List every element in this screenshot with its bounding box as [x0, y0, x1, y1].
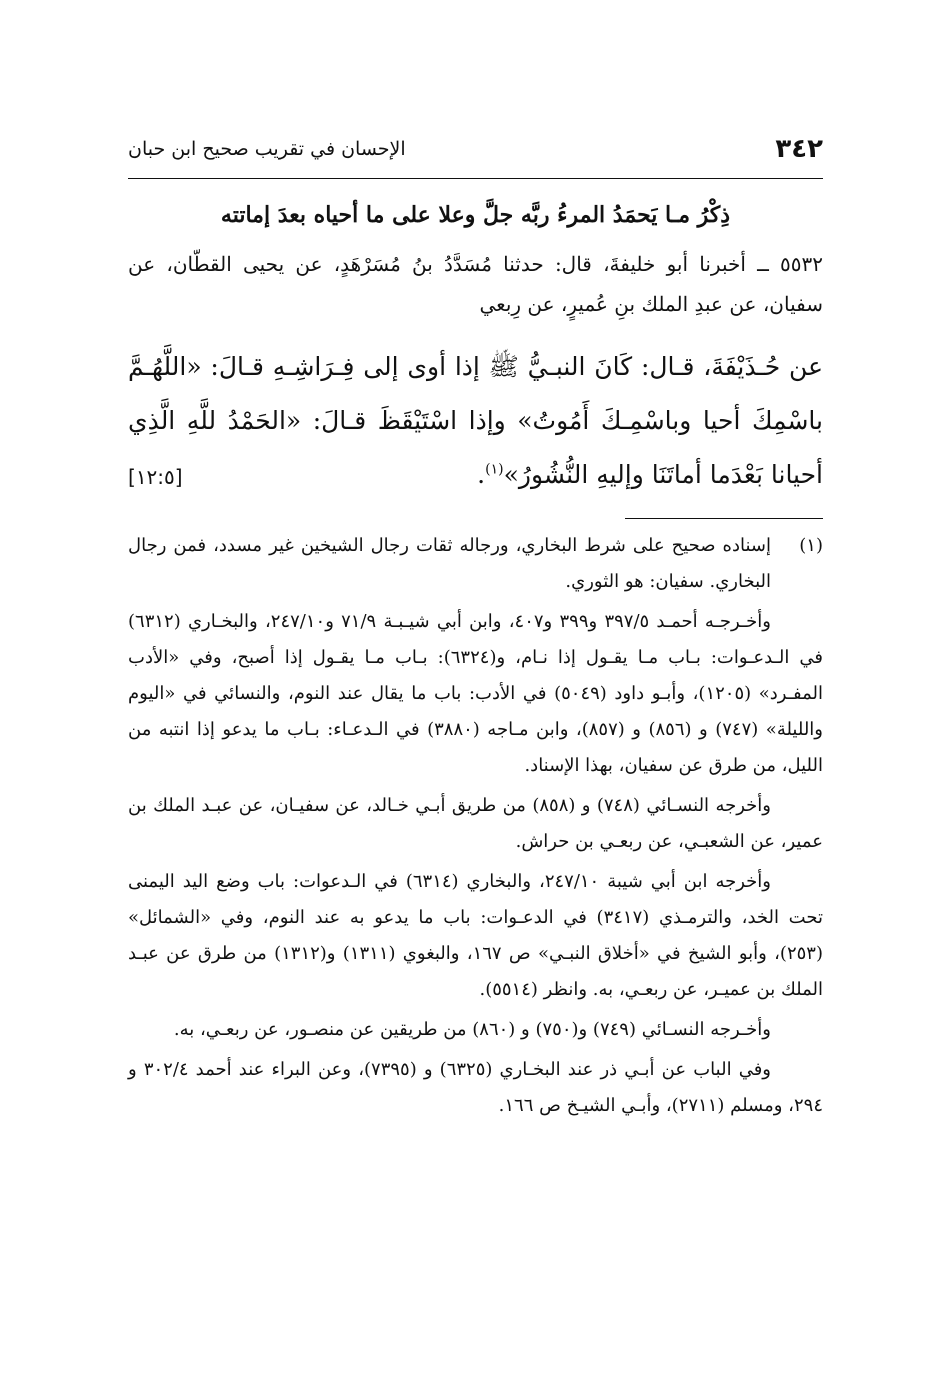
hadith-reference: [١٢:٥]	[128, 465, 183, 489]
footnote-paragraph: وأخرجه النسـائي (٧٤٨) و (٨٥٨) من طريق أبـي خـالد، عن سفيـان، عن عبـد الملك بن عمير، عن الشعبـي، عن ربعـي بن حراش.	[128, 795, 823, 852]
hadith-matn: عن حُـذَيْفَةَ، قـال: كَانَ النبـيُّ ﷺ إذا أوى إلى فِـرَاشِـهِ قـالَ: «اللَّهُـمَّ باسْمِكَ أحيا وباسْمِـكَ أَمُوتُ» وإذا اسْتَيْقَظَ قـالَ: «الحَمْدُ للَّهِ الَّذِي أحيانا بَعْدَما أماتَنَا وإليهِ النُّشُورُ»	[128, 352, 823, 489]
header-divider	[128, 178, 823, 179]
page-header	[128, 130, 823, 174]
footnote-paragraph	[128, 528, 823, 600]
hadith-end: .	[477, 460, 486, 489]
footnote-text: إسناده صحيح على شرط البخاري، ورجاله ثقات رجال الشيخين غير مسدد، فمن رجال البخاري. سفيان: هو الثوري.	[128, 535, 771, 592]
footnotes	[128, 528, 823, 1128]
footnote-divider	[625, 518, 823, 519]
footnote-paragraph: وأخـرجـه أحمـد ٣٩٧/٥ و٣٩٩ و٤٠٧، وابن أبي شيـبـة ٧١/٩ و٢٤٧/١٠، والبخـاري (٦٣١٢) في الـدعـوات: بـاب مـا يقـول إذا نـام، و(٦٣٢٤): بـاب مـا يقـول إذا أصبح، وفي «الأدب المفـرد» (١٢٠٥)، وأبـو داود (٥٠٤٩) في الأدب: باب ما يقال عند النوم، والنسائي في «اليوم والليلة» (٧٤٧) و (٨٥٦) و (٨٥٧)، وابن مـاجه (٣٨٨٠) في الـدعـاء: بـاب ما يدعو إذا انتبه من الليل، من طرق عن سفيان، بهذا الإسناد.	[128, 611, 823, 776]
footnote-number: (١)	[799, 535, 823, 556]
footnote-marker: (١)	[485, 461, 504, 478]
page-number: ٣٤٢	[775, 134, 823, 164]
footnote-paragraph: وأخرجه ابن أبي شيبة ٢٤٧/١٠، والبخاري (٦٣١٤) في الـدعوات: باب وضع اليد اليمنى تحت الخد، والترمـذي (٣٤١٧) في الدعـوات: باب ما يدعو به عند النوم، وفي «الشمائل» (٢٥٣)، وأبو الشيخ في «أخلاق النبـي» ص ١٦٧، والبغوي (١٣١١) و(١٣١٢) من طرق عن عبـد الملك بن عميـر، عن ربعـي، به. وانظر (٥٥١٤).	[128, 871, 823, 1000]
hadith-isnad: ٥٥٣٢ ــ أخبرنا أبو خليفةَ، قال: حدثنا مُسَدَّدُ بنُ مُسَرْهَدٍ، عن يحيى القطّان، عن سفيان، عن عبدِ الملك بنِ عُميرٍ، عن رِبعي	[128, 252, 823, 316]
footnote-paragraph: وفي الباب عن أبـي ذر عند البخـاري (٦٣٢٥) و (٧٣٩٥)، وعن البراء عند أحمد ٣٠٢/٤ و ٢٩٤، ومسلم (٢٧١١)، وأبـي الشيـخ ص ١٦٦.	[128, 1059, 823, 1116]
running-title: الإحسان في تقريب صحيح ابن حبان	[128, 138, 406, 160]
footnote-paragraph: وأخـرجه النسـائي (٧٤٩) و(٧٥٠) و (٨٦٠) من طريقين عن منصـور، عن ربعـي، به.	[173, 1019, 771, 1040]
hadith-matn-block	[128, 340, 823, 504]
section-heading: ذِكْرُ مـا يَحمَدُ المرءُ ربَّه جلَّ وعلا على ما أحياه بعدَ إماتته	[220, 202, 731, 228]
